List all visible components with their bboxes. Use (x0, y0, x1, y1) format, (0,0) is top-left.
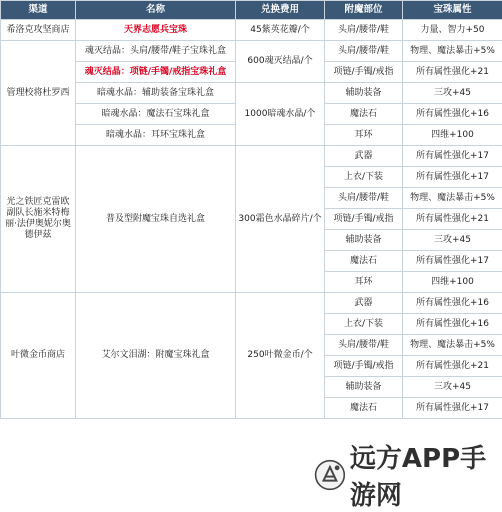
attr-cell: 所有属性强化+17 (403, 251, 502, 272)
table-row (1, 83, 502, 104)
attr-cell: 所有属性强化+16 (403, 104, 502, 125)
attr-cell: 所有属性强化+17 (403, 398, 502, 419)
header-cost: 兑换费用 (236, 1, 325, 20)
attr-cell: 物理、魔法暴击+5% (403, 41, 502, 62)
header-channel: 渠道 (1, 1, 76, 20)
attr-cell: 所有属性强化+21 (403, 209, 502, 230)
attr-cell: 三攻+45 (403, 230, 502, 251)
channel-cell: 叶微金币商店 (1, 293, 76, 419)
attr-cell: 所有属性强化+17 (403, 167, 502, 188)
name-cell: 天界志愿兵宝珠 (76, 20, 236, 41)
name-cell: 魂灭结晶：项链/手镯/戒指宝珠礼盒 (76, 62, 236, 83)
attr-cell: 所有属性强化+21 (403, 356, 502, 377)
attr-cell: 三攻+45 (403, 83, 502, 104)
slot-cell: 魔法石 (325, 398, 403, 419)
cost-cell: 250叶微金币/个 (236, 293, 325, 419)
table-row (1, 20, 502, 41)
channel-cell: 希洛克攻坚商店 (1, 20, 76, 41)
table-row (1, 41, 502, 62)
slot-cell: 耳环 (325, 272, 403, 293)
name-cell: 暗魂水晶：辅助装备宝珠礼盒 (76, 83, 236, 104)
cost-cell: 600魂灭结晶/个 (236, 41, 325, 83)
header-slot: 附魔部位 (325, 1, 403, 20)
slot-cell: 辅助装备 (325, 83, 403, 104)
attr-cell: 所有属性强化+16 (403, 293, 502, 314)
attr-cell: 力量、智力+50 (403, 20, 502, 41)
slot-cell: 上衣/下装 (325, 314, 403, 335)
name-cell: 暗魂水晶：耳环宝珠礼盒 (76, 125, 236, 146)
header-attr: 宝珠属性 (403, 1, 502, 20)
name-cell: 艾尔文泪湖：附魔宝珠礼盒 (76, 293, 236, 419)
name-cell: 魂灭结晶：头肩/腰带/鞋子宝珠礼盒 (76, 41, 236, 62)
header-name: 名称 (76, 1, 236, 20)
slot-cell: 项链/手镯/戒指 (325, 62, 403, 83)
watermark-text: 远方APP手游网 (350, 438, 500, 512)
slot-cell: 头肩/腰带/鞋 (325, 41, 403, 62)
attr-cell: 物理、魔法暴击+5% (403, 188, 502, 209)
slot-cell: 项链/手镯/戒指 (325, 209, 403, 230)
table-row (1, 293, 502, 314)
cost-cell: 45紫英花瓣/个 (236, 20, 325, 41)
slot-cell: 魔法石 (325, 251, 403, 272)
name-cell: 普及型附魔宝珠自选礼盒 (76, 146, 236, 293)
slot-cell: 上衣/下装 (325, 167, 403, 188)
slot-cell: 魔法石 (325, 104, 403, 125)
site-logo-icon (314, 455, 346, 495)
attr-cell: 所有属性强化+17 (403, 146, 502, 167)
attr-cell: 所有属性强化+16 (403, 314, 502, 335)
slot-cell: 头肩/腰带/鞋 (325, 20, 403, 41)
table-row (1, 146, 502, 167)
header-row (1, 1, 502, 20)
cost-cell: 1000暗魂水晶/个 (236, 83, 325, 146)
channel-cell: 管理校将杜罗西 (1, 41, 76, 146)
attr-cell: 四维+100 (403, 125, 502, 146)
slot-cell: 武器 (325, 146, 403, 167)
slot-cell: 武器 (325, 293, 403, 314)
slot-cell: 项链/手镯/戒指 (325, 356, 403, 377)
watermark (314, 454, 500, 496)
slot-cell: 辅助装备 (325, 230, 403, 251)
slot-cell: 头肩/腰带/鞋 (325, 335, 403, 356)
name-cell: 暗魂水晶：魔法石宝珠礼盒 (76, 104, 236, 125)
slot-cell: 头肩/腰带/鞋 (325, 188, 403, 209)
slot-cell: 耳环 (325, 125, 403, 146)
slot-cell: 辅助装备 (325, 377, 403, 398)
cost-cell: 300霜色水晶碎片/个 (236, 146, 325, 293)
attr-cell: 四维+100 (403, 272, 502, 293)
channel-cell: 光之铁匠克雷欧副队长施米特梅丽·法伊奥妮尔奥德伊兹 (1, 146, 76, 293)
attr-cell: 三攻+45 (403, 377, 502, 398)
attr-cell: 所有属性强化+21 (403, 62, 502, 83)
attr-cell: 物理、魔法暴击+5% (403, 335, 502, 356)
